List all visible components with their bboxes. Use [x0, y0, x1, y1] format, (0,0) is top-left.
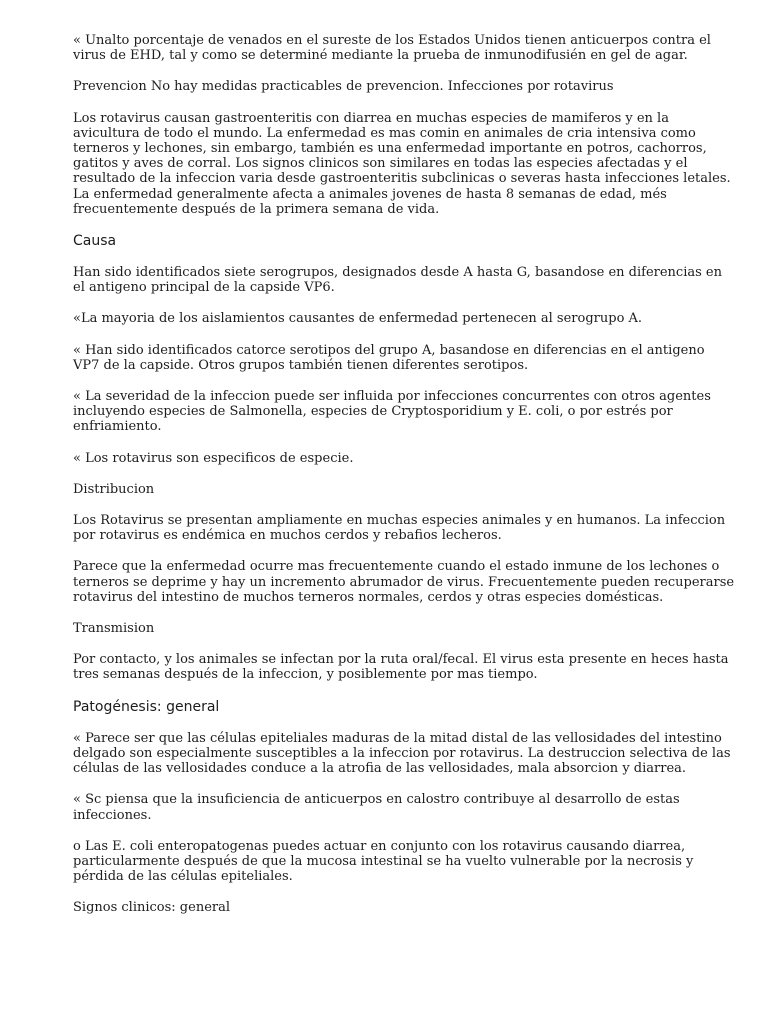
paragraph-severidad: « La severidad de la infeccion puede ser influida por infecciones concurrentes con otros agentes incluyendo especies de Salmonella, especies de Cryptosporidium y E. coli, o por estrés por enfriamiento.: [73, 389, 711, 435]
paragraph-patogenesis-1: « Parece ser que las células epiteliales maduras de la mitad distal de las vellosidades del intestino delgado son especialmente susceptibles a la infeccion por rotavirus. La destruccion selectiva de las células de las vellosidades conduce a la atrofia de las vellosidades, mala absorcion y diarrea.: [73, 730, 731, 777]
heading-distribucion: Distribucion: [73, 481, 155, 497]
heading-causa: Causa: [73, 233, 117, 250]
heading-transmision: Transmision: [73, 621, 155, 637]
paragraph-prevencion: Prevencion No hay medidas practicables de prevencion. Infecciones por rotavirus: [73, 79, 614, 95]
paragraph-serogrupo-a: «La mayoria de los aislamientos causantes de enfermedad pertenecen al serogrupo A.: [73, 311, 643, 327]
paragraph-especificos: « Los rotavirus son especificos de especie.: [73, 450, 354, 466]
document-page: [73, 33, 735, 932]
paragraph-rotavirus-intro: Los rotavirus causan gastroenteritis con diarrea en muchas especies de mamiferos y en la avicultura de todo el mundo. La enfermedad es mas comin en animales de cria intensiva como terneros y lechones, sin embargo, también es una enfermedad importante en potros, cachorros, gatitos y aves de corral. Los signos clinicos son similares en todas las especies afectadas y el resultado de la infeccion varia desde gastroenteritis subclinicas o severas hasta infecciones letales. La enfermedad generalmente afecta a animales jovenes de hasta 8 semanas de edad, més frecuentemente después de la primera semana de vida.: [73, 110, 731, 217]
paragraph-transmision: Por contacto, y los animales se infectan por la ruta oral/fecal. El virus esta presente en heces hasta tres semanas después de la infeccion, y posiblemente por mas tiempo.: [73, 652, 729, 683]
paragraph-patogenesis-3: o Las E. coli enteropatogenas puedes actuar en conjunto con los rotavirus causando diarrea, particularmente después de que la mucosa intestinal se ha vuelto vulnerable por la necrosis y pérdida de las células epiteliales.: [73, 838, 694, 885]
paragraph-patogenesis-2: « Sc piensa que la insuficiencia de anticuerpos en calostro contribuye al desarrollo de estas infecciones.: [73, 792, 680, 823]
paragraph-serotipos: « Han sido identificados catorce serotipos del grupo A, basandose en diferencias en el antigeno VP7 de la capside. Otros grupos también tienen diferentes serotipos.: [73, 342, 705, 373]
paragraph-distribucion-1: Los Rotavirus se presentan ampliamente en muchas especies animales y en humanos. La infeccion por rotavirus es endémica en muchos cerdos y rebafios lecheros.: [73, 513, 726, 544]
paragraph-serogrupos: Han sido identificados siete serogrupos, designados desde A hasta G, basandose en diferencias en el antigeno principal de la capside VP6.: [73, 265, 722, 296]
paragraph-distribucion-2: Parece que la enfermedad ocurre mas frecuentemente cuando el estado inmune de los lechones o terneros se deprime y hay un incremento abrumador de virus. Frecuentemente pueden recuperarse rotavirus del intestino de muchos terneros normales, cerdos y otras especies domésticas.: [73, 559, 735, 605]
heading-signos-clinicos: Signos clinicos: general: [73, 900, 231, 916]
heading-patogenesis: Patogénesis: general: [73, 698, 220, 715]
paragraph-ehd-antibodies: « Unalto porcentaje de venados en el sureste de los Estados Unidos tienen anticuerpos contra el virus de EHD, tal y como se determiné mediante la prueba de inmunodifusién en gel de agar.: [73, 33, 711, 64]
